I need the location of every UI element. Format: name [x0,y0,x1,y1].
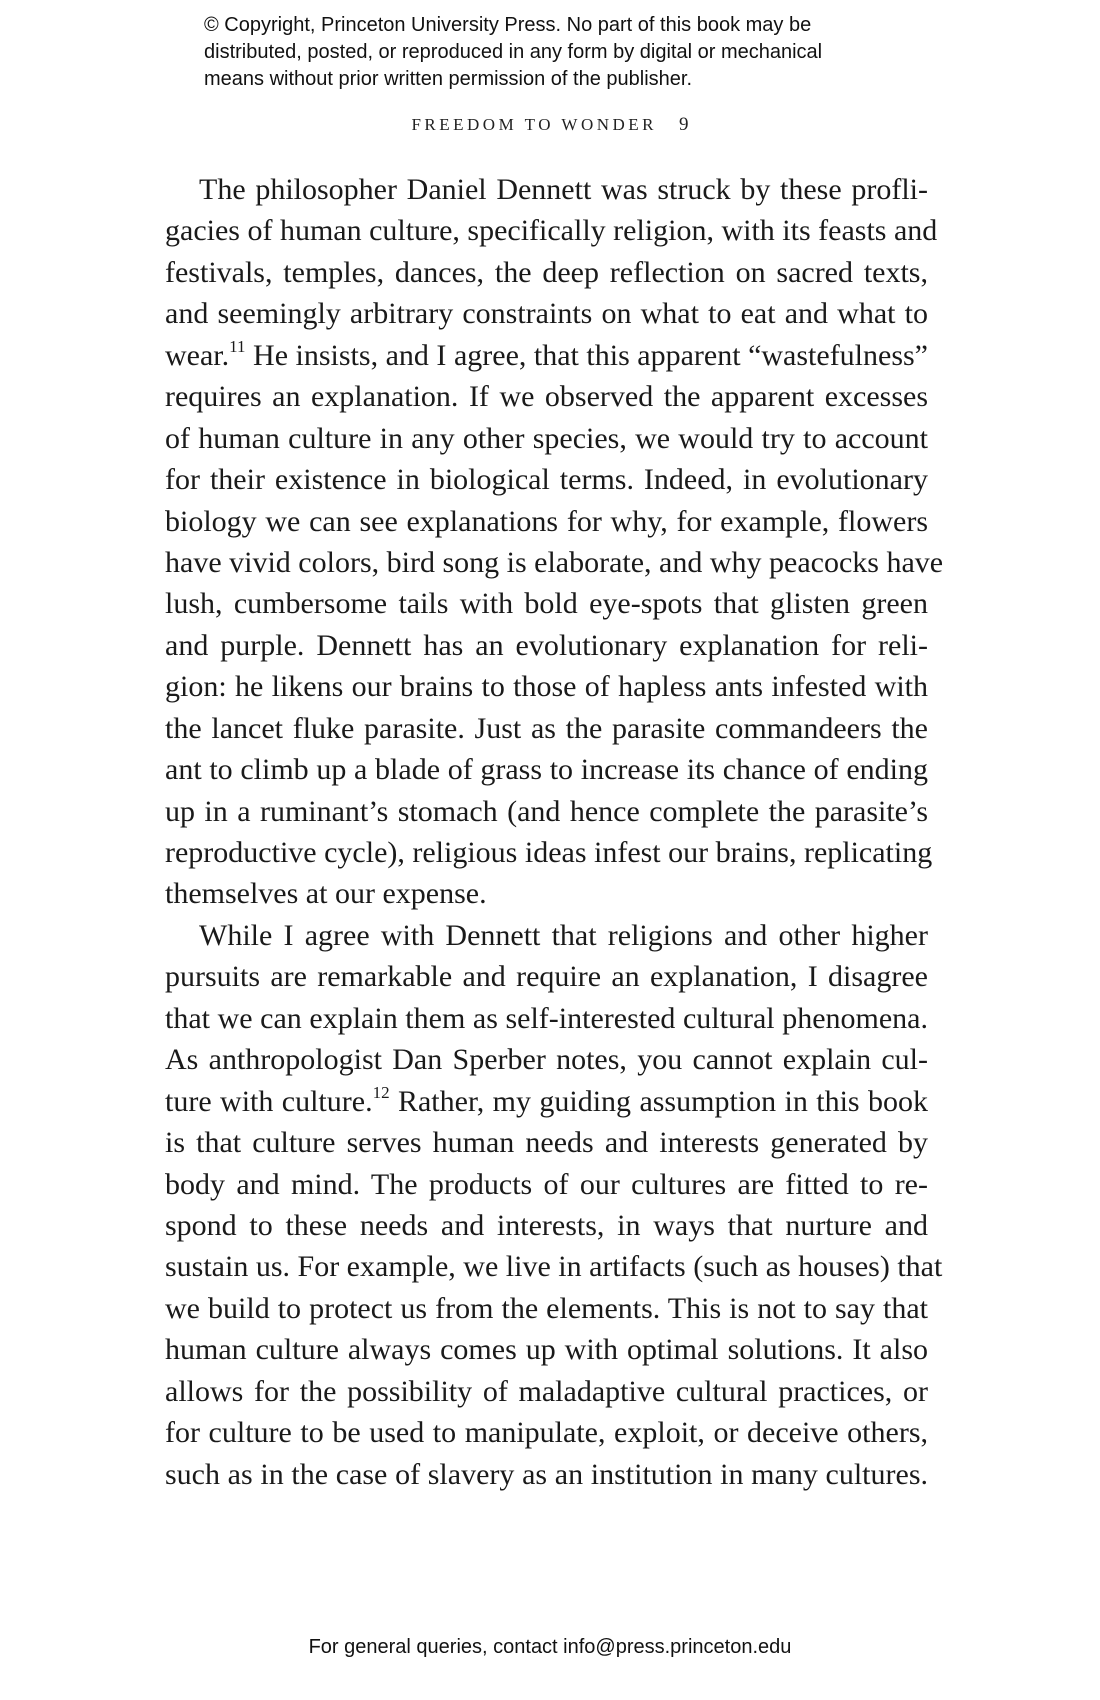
copyright-line: means without prior written permission of the publisher. [204,68,693,90]
text-line: While I agree with Dennett that religions and other higher [199,918,928,952]
text-line: As anthropologist Dan Sperber notes, you cannot explain cul- [165,1043,928,1077]
copyright-line: © Copyright, Princeton University Press. No part of this book may be [204,14,812,36]
text-line: that we can explain them as self-interested cultural phenomena. [165,1001,928,1035]
text-line: gacies of human culture, specifically religion, with its feasts and [165,214,938,248]
text-line: and purple. Dennett has an evolutionary explanation for reli- [165,628,928,662]
text-line: sustain us. For example, we live in artifacts (such as houses) that [165,1250,943,1284]
text-line: reproductive cycle), religious ideas infest our brains, replicating [165,836,933,869]
paragraph [165,915,943,1495]
text-line [165,335,928,376]
copyright-notice [204,12,924,93]
running-head-title: FREEDOM TO WONDER [411,115,658,134]
text-line: human culture always comes up with optimal solutions. It also [165,1333,928,1367]
text-line: of human culture in any other species, we would try to account [165,421,928,455]
text-line: is that culture serves human needs and interests generated by [165,1126,928,1160]
page-number: 9 [679,114,689,135]
text-line: lush, cumbersome tails with bold eye-spots that glisten green [165,587,928,621]
text-line: The philosopher Daniel Dennett was struck by these profli- [199,173,928,206]
text-line: themselves at our expense. [165,877,487,911]
text-line: and seemingly arbitrary constraints on what to eat and what to [165,297,928,331]
text-line: up in a ruminant’s stomach (and hence complete the parasite’s [165,794,928,828]
text-segment: wear. [165,338,230,372]
text-line: have vivid colors, bird song is elaborate, and why peacocks have [165,545,944,579]
running-head [0,114,1100,136]
text-line: such as in the case of slavery as an institution in many cultures. [165,1457,928,1491]
text-line: spond to these needs and interests, in ways that nurture and [165,1208,928,1242]
text-line: body and mind. The products of our cultures are fitted to re- [165,1167,928,1201]
text-line: the lancet fluke parasite. Just as the parasite commandeers the [165,711,928,745]
text-line: ant to climb up a blade of grass to increase its chance of ending [165,753,928,787]
text-segment: He insists, and I agree, that this apparent “wastefulness” [245,338,928,372]
footnote-reference: 12 [372,1082,390,1102]
text-segment: ture with culture. [165,1084,373,1118]
body-text [165,169,944,1495]
text-line: for their existence in biological terms. Indeed, in evolutionary [165,463,928,497]
text-line [165,1081,928,1122]
text-segment: Rather, my guiding assumption in this book [389,1084,928,1118]
text-line: festivals, temples, dances, the deep reflection on sacred texts, [165,255,928,289]
footer-contact: For general queries, contact info@press.princeton.edu [308,1636,792,1658]
text-line: pursuits are remarkable and require an explanation, I disagree [165,960,928,994]
text-line: allows for the possibility of maladaptive cultural practices, or [165,1374,928,1408]
text-line: gion: he likens our brains to those of hapless ants infested with [165,670,928,704]
copyright-line: distributed, posted, or reproduced in any form by digital or mechanical [204,41,823,63]
paragraph [165,169,944,915]
footnote-reference: 11 [229,336,246,356]
text-line: for culture to be used to manipulate, exploit, or deceive others, [165,1416,928,1450]
text-line: we build to protect us from the elements. This is not to say that [165,1291,928,1325]
text-line: requires an explanation. If we observed the apparent excesses [165,380,928,414]
text-line: biology we can see explanations for why, for example, flowers [165,504,928,538]
